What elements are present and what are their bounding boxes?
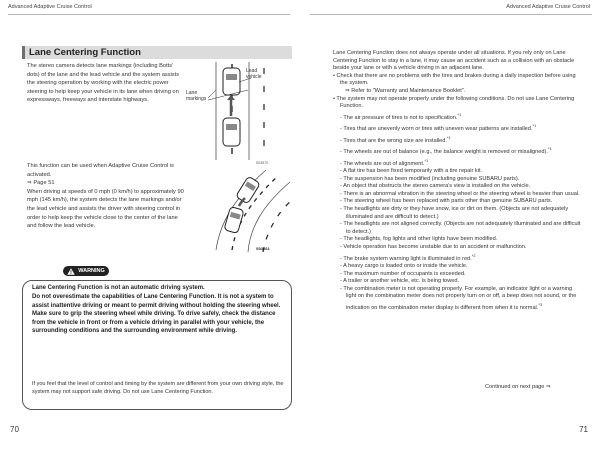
bullet-check-ref: ⇒ Refer to "Warranty and Maintenance Booklet".: [345, 87, 466, 94]
label-vehicle: vehicle: [246, 74, 262, 80]
speed-paragraph: When driving at speeds of 0 mph (0 km/h) to approximately 90 mph (145 km/h), the system detects the lane markings and/or the lead vehicle and assists the driver with steering control in order to help keep the vehicle close to the center of the lane and follow the lead vehicle.: [27, 188, 184, 230]
curve-diagram-figure: [186, 168, 292, 253]
bullet-check: • Check that there are no problems with the tires and brakes during a daily inspection before using the system.: [333, 72, 576, 87]
condition-item: - A flat tire has been fixed temporarily with a tire repair kit.: [340, 168, 483, 175]
header-rule-right: [310, 14, 592, 15]
footnote-mark: *1: [457, 111, 462, 117]
running-header-right: Advanced Adaptive Cruise Control: [506, 4, 590, 10]
condition-item: - There is an abnormal vibration in the steering wheel or the steering wheel is heavier than usual.: [340, 190, 580, 197]
footnote-mark: *1: [547, 146, 552, 152]
fig-id-1: S03570: [256, 161, 269, 165]
condition-item: - Tires that are the wrong size are installed.$^{*1}$: [340, 134, 451, 144]
own-vehicle-shape: [223, 118, 240, 146]
forward-arrowhead: [227, 95, 235, 100]
condition-item: - The headlights are dirty or they have snow, ice or dirt on them. (Objects are not adequately illuminated and are difficult to detect.): [340, 205, 569, 220]
label-markings: markings: [186, 96, 207, 102]
fig-id-2: S03661: [256, 246, 270, 251]
label-lane: Lane: [186, 90, 198, 96]
condition-item: - The air pressure of tires is not to specification.$^{*1}$: [340, 111, 462, 121]
condition-item: - The steering wheel has been replaced with parts other than genuine SUBARU parts.: [340, 198, 553, 205]
warning-bold-1: Lane Centering Function is not an automatic driving system.: [32, 285, 205, 291]
footnote-mark: *2: [471, 252, 476, 258]
own-vehicle-curve: [224, 207, 244, 234]
condition-item: - The wheels are out of alignment.$^{*1}$: [340, 157, 429, 167]
right-column: [333, 50, 581, 312]
lead-vehicle-window: [226, 74, 237, 80]
warning-label: WARNING: [78, 268, 105, 274]
lead-vehicle-shape: [223, 68, 240, 95]
condition-item: - The headlights are not aligned correctly. (Objects are not adequately illuminated and are difficult to detect.): [340, 221, 581, 235]
page-number-left: 70: [10, 425, 19, 434]
section-title: Lane Centering Function: [22, 46, 292, 59]
lead-vehicle-curve: [236, 176, 261, 204]
lane-diagram-figure: [186, 60, 292, 166]
footnote-mark: *1: [532, 123, 537, 129]
warning-normal: If you feel that the level of control and timing by the system are different from your own driving style, the system may not support safe driving. Do not use Lane Centering Function.: [32, 381, 284, 395]
curve-diagram: [186, 168, 292, 253]
continued-note: Continued on next page ⇒: [485, 384, 551, 390]
condition-item: - An object that obstructs the stereo camera's view is installed on the vehicle.: [340, 183, 531, 190]
lane-diagram: [186, 60, 292, 166]
right-intro: Lane Centering Function does not always operate under all situations. If you rely only on Lane Centering Function to stay in a lane, it may cause an accident such as a collision with an obstacle beside your lane or with a vehicle driving in an adjacent lane.: [333, 50, 575, 72]
footnote-mark: *1: [446, 134, 451, 140]
header-rule-left: [8, 14, 290, 15]
usage-paragraph: [27, 162, 185, 231]
leader-lane-a: [208, 90, 216, 98]
condition-item: - The maximum number of occupants is exceeded.: [340, 270, 466, 277]
footnote-mark: *1: [424, 157, 429, 163]
condition-item: - The headlights, fog lights and other lights have been modified.: [340, 236, 498, 243]
label-lead: Lead: [246, 68, 258, 74]
condition-item: - Tires that are unevenly worn or tires with uneven wear patterns are installed.$^{*1}$: [340, 123, 537, 133]
intro-paragraph: The stereo camera detects lane markings (including Botts' dots) of the lane and the lead vehicle and the system assists the steering operation by working with the electric power steering to help keep your vehicle in its lane when driving on expressways, freeways and interstate highways.: [27, 63, 180, 104]
running-header-left: Advanced Adaptive Cruise Control: [8, 4, 92, 10]
warning-bold-2: Do not overestimate the capabilities of Lane Centering Function. It is not a system to assist inattentive driving or meant to permit driving without holding the steering wheel. Make sure to grip the steering wheel while driving. To drive safely, check the distance from the vehicle in front or from a vehicle driving in parallel with your vehicle, the surrounding conditions and the surrounding environment while driving.: [32, 294, 281, 335]
condition-item: - The combination meter is not operating properly. For example, an indicator light or a warning light on the combination meter does not properly turn on or off, a beep does not sound, or the indication on the combination meter display is different from when it is normal.$^{*3}$: [340, 285, 577, 311]
warning-triangle-icon: [67, 268, 75, 275]
footnote-mark: *3: [538, 301, 543, 307]
condition-item: - The brake system warning light is illuminated in red.$^{*2}$: [340, 252, 476, 262]
curve-edge-dashes: [263, 200, 292, 252]
condition-item: - A trailer or another vehicle, etc. is being towed.: [340, 278, 460, 285]
condition-item: - The suspension has been modified (including genuine SUBARU parts).: [340, 175, 520, 182]
condition-item: - Vehicle operation has become unstable due to an accident or malfunction.: [340, 243, 527, 250]
usage-line: This function can be used when Adaptive Cruise Control is activated.: [27, 163, 175, 178]
page-reference: ⇒ Page 51: [27, 180, 55, 187]
condition-item: - The wheels are out of balance (e.g., the balance weight is removed or misaligned).$^{*1}$: [340, 146, 552, 155]
page-number-right: 71: [579, 425, 588, 434]
own-vehicle-window: [226, 124, 237, 130]
warning-badge: [63, 266, 109, 276]
condition-item: - A heavy cargo is loaded onto or inside the vehicle.: [340, 263, 468, 269]
bullet-conditions: • The system may not operate properly under the following conditions. Do not use Lane Centering Function.: [333, 95, 575, 110]
